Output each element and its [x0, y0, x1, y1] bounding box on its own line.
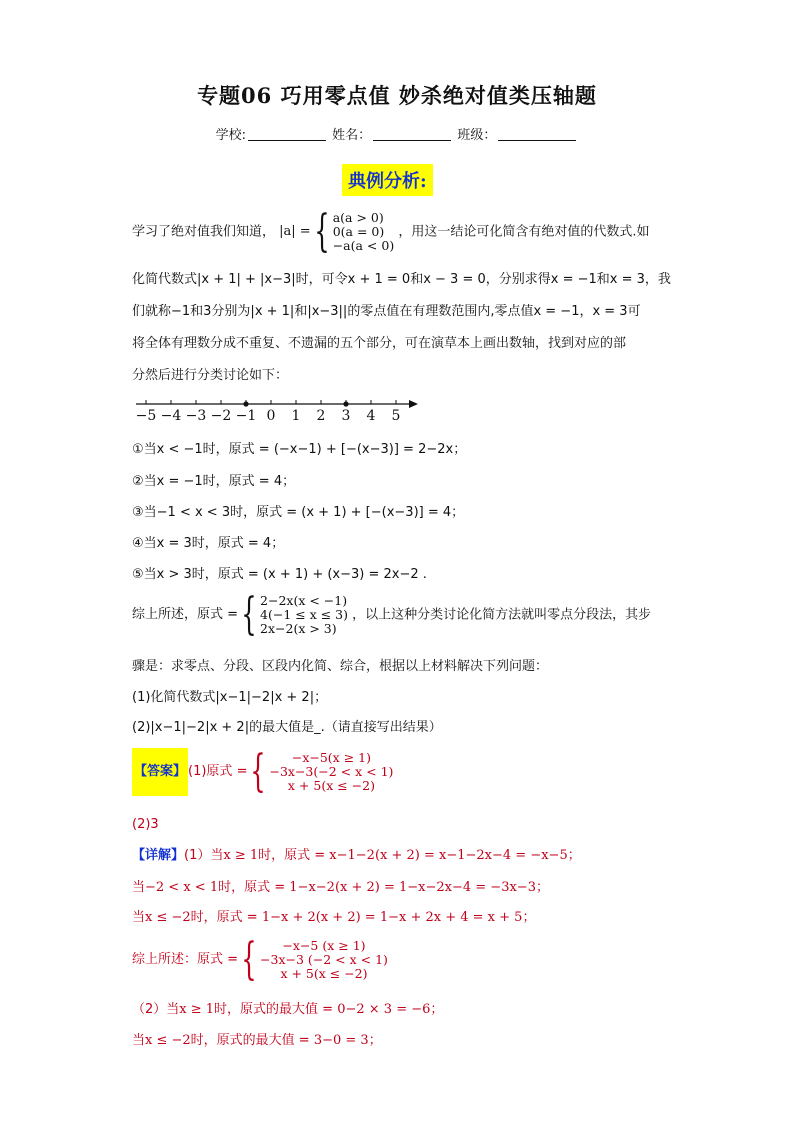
case-4: ④当x = 3时，原式 = 4；: [132, 536, 285, 551]
class-label: 班级：: [457, 128, 497, 143]
detail-line-1: 【详解】(1）当x ≥ 1时，原式 = x−1−2(x + 2) = x−1−2x−4 = −x−5；: [132, 848, 581, 863]
answer-tag: 【答案】: [132, 748, 188, 796]
number-line-label: 3: [341, 408, 351, 424]
section-title: 典例分析:: [342, 164, 433, 196]
student-info-line: [0, 124, 794, 143]
number-line-arrow: [409, 400, 418, 408]
detail-line-3: 当x ≤ −2时，原式 = 1−x + 2(x + 2) = 1−x + 2x + 4 = x + 5；: [132, 910, 536, 925]
detail-tag: 【详解】: [132, 848, 185, 863]
number-line-label: −4: [160, 408, 182, 424]
school-blank: [248, 128, 326, 141]
class-blank: [498, 128, 576, 141]
answer-piecewise: −x−5(x ≥ 1) −3x−3(−2 < x < 1) x + 5(x ≤ −2): [269, 750, 394, 793]
number-line-label: −3: [185, 408, 207, 424]
number-line: [132, 394, 422, 430]
case-2: ②当x = −1时，原式 = 4；: [132, 474, 296, 489]
number-line-label: 5: [391, 408, 401, 424]
number-line-label: −5: [135, 408, 157, 424]
number-line-label: −1: [235, 408, 257, 424]
detail-line-2: 当−2 < x < 1时，原式 = 1−x−2(x + 2) = 1−x−2x−4 = −3x−3；: [132, 880, 549, 895]
page-title: 专题06 巧用零点值 妙杀绝对值类压轴题: [197, 83, 597, 108]
name-label: 姓名：: [332, 128, 372, 143]
intro-line-5: 分然后进行分类讨论如下：: [132, 368, 289, 383]
summary-steps: 骤是：求零点、分段、区段内化简、综合，根据以上材料解决下列问题：: [132, 659, 549, 674]
question-2: (2)|x−1|−2|x + 2|的最大值是_.（请直接写出结果）: [132, 720, 442, 735]
name-blank: [373, 128, 451, 141]
intro-line-2: 化简代数式|x + 1| + |x−3|时，可令x + 1 = 0和x − 3 = 0，分别求得x = −1和x = 3，我: [132, 272, 671, 287]
case-1: ①当x < −1时，原式 = (−x−1) + [−(x−3)] = 2−2x；: [132, 442, 467, 457]
detail-line-6: 当x ≤ −2时，原式的最大值 = 3−0 = 3；: [132, 1033, 382, 1048]
intro-line-4: 将全体有理数分成不重复、不遗漏的五个部分，可在演草本上画出数轴，找到对应的部: [132, 336, 627, 351]
number-line-label: 0: [266, 408, 276, 424]
school-label: 学校:: [215, 128, 247, 143]
intro-line-1: 学习了绝对值我们知道， |a| = { a(a > 0) 0(a = 0) −a(a < 0) ，用这一结论可化简含有绝对值的代数式.如: [132, 206, 650, 257]
number-line-label: 4: [366, 408, 376, 424]
intro-line-3: 们就称−1和3分别为|x + 1|和|x−3||的零点值在有理数范围内,零点值x = −1，x = 3可: [132, 304, 641, 319]
detail-piecewise: −x−5 (x ≥ 1) −3x−3 (−2 < x < 1) x + 5(x ≤ −2): [260, 938, 388, 981]
summary-piecewise: 2−2x(x < −1) 4(−1 ≤ x ≤ 3) 2x−2(x > 3): [260, 593, 349, 636]
number-line-point: [243, 401, 248, 406]
number-line-label: 2: [316, 408, 326, 424]
number-line-label: −2: [210, 408, 232, 424]
answer-2: (2)3: [132, 817, 159, 832]
abs-definition: |a| = { a(a > 0) 0(a = 0) −a(a < 0): [279, 206, 395, 257]
number-line-label: 1: [291, 408, 301, 424]
question-1: (1)化简代数式|x−1|−2|x + 2|；: [132, 690, 328, 705]
case-3: ③当−1 < x < 3时，原式 = (x + 1) + [−(x−3)] = 4；: [132, 505, 465, 520]
summary-line: 综上所述，原式 = { 2−2x(x < −1) 4(−1 ≤ x ≤ 3) 2x−2(x > 3) ，以上这种分类讨论化简方法就叫零点分段法，其步: [132, 589, 652, 640]
case-5: ⑤当x > 3时，原式 = (x + 1) + (x−3) = 2x−2 .: [132, 567, 427, 582]
number-line-point: [343, 401, 348, 406]
detail-line-5: （2）当x ≥ 1时，原式的最大值 = 0−2 × 3 = −6；: [132, 1002, 444, 1017]
answer-block: 【答案】 (1)原式 = { −x−5(x ≥ 1) −3x−3(−2 < x < 1) x + 5(x ≤ −2): [134, 746, 394, 797]
detail-line-4: 综上所述：原式 = { −x−5 (x ≥ 1) −3x−3 (−2 < x < 1) x + 5(x ≤ −2): [132, 934, 388, 985]
